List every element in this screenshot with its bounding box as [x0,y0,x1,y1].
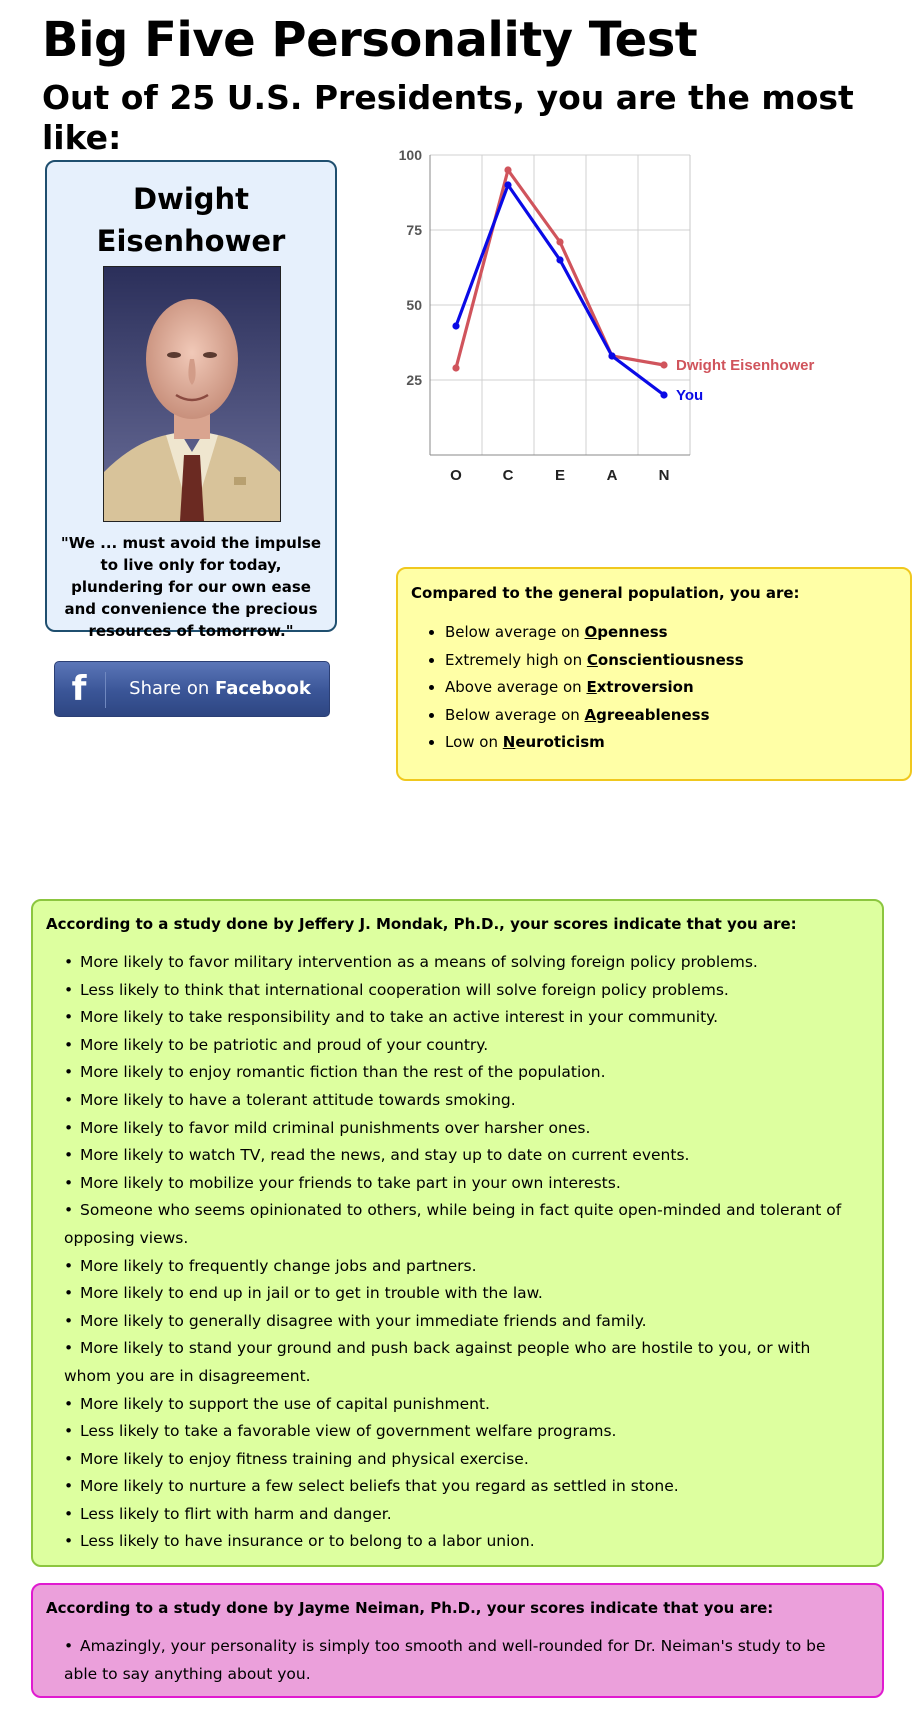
trait-level: Low on [445,733,503,751]
list-item: • More likely to enjoy romantic fiction than the rest of the population. [64,1059,862,1087]
trait-initial: A [584,705,597,724]
president-portrait [103,266,281,522]
trait-name: onscientiousness [597,650,744,669]
list-item: • Less likely to think that international cooperation will solve foreign policy problems. [64,977,862,1005]
comparison-item [445,619,744,647]
portrait-image [104,267,280,521]
trait-level: Extremely high on [445,650,587,669]
list-item: • More likely to enjoy fitness training and physical exercise. [64,1446,862,1474]
list-item: • More likely to favor military intervention as a means of solving foreign policy problems. [64,949,862,977]
list-item: • More likely to end up in jail or to get in trouble with the law. [64,1280,862,1308]
y-tick-label: 100 [398,150,422,163]
list-item: • Less likely to have insurance or to belong to a labor union. [64,1528,862,1556]
comparison-item [445,647,744,675]
share-button-label [111,662,329,716]
x-tick-label: C [502,467,514,484]
list-item: • More likely to support the use of capital punishment. [64,1391,862,1419]
facebook-f-icon: f [71,669,87,709]
share-prefix: Share on [129,678,215,699]
trait-initial: E [586,678,597,696]
neiman-list [64,1633,862,1688]
list-item: • More likely to watch TV, read the news, and stay up to date on current events. [64,1142,862,1170]
comparison-item [445,729,744,757]
series-point-1 [452,322,459,329]
list-item: • More likely to stand your ground and push back against people who are hostile to you, or with whom you are in disagreement. [64,1335,862,1390]
list-item: • Less likely to take a favorable view of government welfare programs. [64,1418,862,1446]
series-point-1 [660,391,667,398]
share-brand: Facebook [214,678,311,699]
comparison-item [445,674,744,702]
series-line-0 [456,170,664,368]
mondak-heading: According to a study done by Jeffery J. Mondak, Ph.D., your scores indicate that you are: [46,915,797,933]
page-title: Big Five Personality Test [42,12,698,68]
series-line-1 [456,185,664,395]
x-tick-label: O [450,467,462,484]
y-tick-label: 50 [406,297,422,313]
series-point-1 [556,256,563,263]
list-item: • More likely to take responsibility and to take an active interest in your community. [64,1004,862,1032]
trait-initial: N [502,733,516,751]
list-item: • Someone who seems opinionated to others, while being in fact quite open-minded and tolerant of opposing views. [64,1197,862,1252]
list-item: • Amazingly, your personality is simply too smooth and well-rounded for Dr. Neiman's study to be able to say anything about you. [64,1633,862,1688]
y-tick-label: 75 [406,222,422,238]
share-on-facebook-button[interactable] [54,661,330,717]
list-item: • More likely to have a tolerant attitude towards smoking. [64,1087,862,1115]
trait-level: Below average on [445,623,585,641]
president-card [45,160,337,640]
president-quote: "We ... must avoid the impulse to live only for today, plundering for our own ease and convenience the precious resources of tomorrow." [60,534,322,640]
series-label: Dwight Eisenhower [676,357,815,374]
trait-name: euroticism [515,733,605,751]
list-item: • More likely to be patriotic and proud of your country. [64,1032,862,1060]
series-point-0 [452,364,459,371]
trait-name: penness [597,623,668,641]
series-point-1 [504,181,511,188]
series-point-0 [556,238,563,245]
list-item: • More likely to frequently change jobs and partners. [64,1253,862,1281]
population-comparison-box [396,567,912,781]
button-divider [105,672,106,708]
list-item: • More likely to mobilize your friends to take part in your own interests. [64,1170,862,1198]
trait-level: Above average on [445,678,587,696]
x-tick-label: A [606,467,618,484]
comparison-list [411,619,744,757]
x-tick-label: N [658,467,670,484]
trait-initial: O [584,623,598,641]
trait-level: Below average on [445,705,585,724]
series-point-0 [660,361,667,368]
list-item: • More likely to favor mild criminal punishments over harsher ones. [64,1115,862,1143]
ocean-line-chart [385,150,885,540]
trait-initial: C [586,650,598,669]
series-point-1 [608,352,615,359]
mondak-list [64,949,862,1556]
trait-name: xtroversion [596,678,694,696]
comparison-heading: Compared to the general population, you are: [411,584,800,602]
series-point-0 [504,166,511,173]
series-label: You [676,387,704,404]
list-item: • More likely to nurture a few select beliefs that you regard as settled in stone. [64,1473,862,1501]
list-item: • More likely to generally disagree with your immediate friends and family. [64,1308,862,1336]
y-tick-label: 25 [406,372,422,388]
mondak-study-box [31,899,884,1567]
trait-name: greeableness [596,705,710,724]
neiman-study-box [31,1583,884,1698]
x-tick-label: E [554,467,566,484]
list-item: • Less likely to flirt with harm and danger. [64,1501,862,1529]
page-subtitle: Out of 25 U.S. Presidents, you are the most like: [42,78,854,157]
president-name: Dwight Eisenhower [96,182,286,258]
neiman-heading: According to a study done by Jayme Neiman, Ph.D., your scores indicate that you are: [46,1599,774,1617]
comparison-item [445,702,744,730]
